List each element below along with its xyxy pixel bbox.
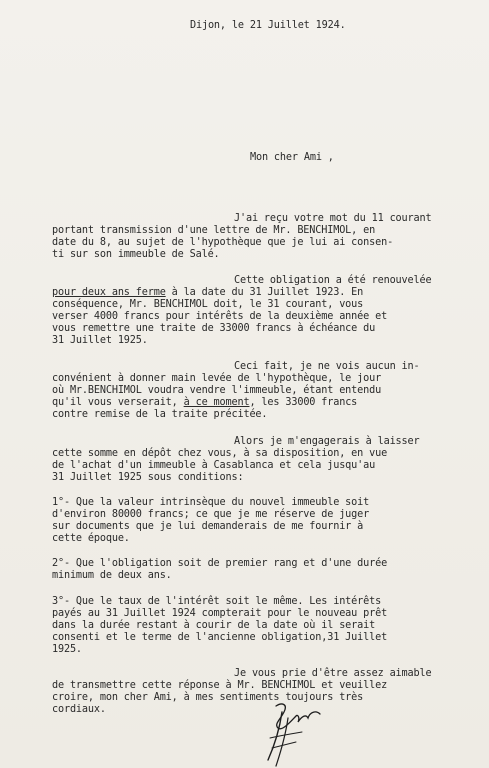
p2-line-6: 31 Juillet 1925. bbox=[52, 335, 148, 346]
cond2-line-2: minimum de deux ans. bbox=[52, 570, 172, 581]
p4-line-1: Alors je m'engagerais à laisser bbox=[234, 436, 420, 447]
cond2-line-1: 2°- Que l'obligation soit de premier rang et d'une durée bbox=[52, 558, 388, 569]
p3-line-4 bbox=[52, 397, 357, 409]
handwritten-signature bbox=[262, 698, 332, 768]
p1-line-1: J'ai reçu votre mot du 11 courant bbox=[234, 213, 432, 224]
closing-line-1: Je vous prie d'être assez aimable bbox=[234, 668, 432, 679]
p2-line-3: conséquence, Mr. BENCHIMOL doit, le 31 courant, vous bbox=[52, 299, 364, 310]
p3-line-2: convénient à donner main levée de l'hypothèque, le jour bbox=[52, 373, 382, 384]
p2-line-4: verser 4000 francs pour intérêts de la deuxième année et bbox=[52, 311, 388, 322]
p3-line-4-pre: qu'il vous verserait, bbox=[52, 397, 184, 408]
cond3-line-1: 3°- Que le taux de l'intérêt soit le même. Les intérêts bbox=[52, 596, 382, 607]
p4-line-4: 31 Juillet 1925 sous conditions: bbox=[52, 472, 244, 483]
p2-line-1: Cette obligation a été renouvelée bbox=[234, 275, 432, 286]
cond3-line-4: consenti et le terme de l'ancienne obligation,31 Juillet bbox=[52, 632, 388, 643]
cond3-line-2: payés au 31 Juillet 1924 compterait pour le nouveau prêt bbox=[52, 608, 388, 619]
cond1-line-2: d'environ 80000 francs; ce que je me réserve de juger bbox=[52, 509, 370, 520]
closing-line-3: croire, mon cher Ami, à mes sentiments toujours très bbox=[52, 692, 364, 703]
cond1-line-3: sur documents que je lui demanderais de me fournir à bbox=[52, 521, 364, 532]
p3-underlined-phrase: à ce moment bbox=[183, 397, 250, 408]
p3-line-4-post: , les 33000 francs bbox=[249, 397, 358, 408]
salutation: Mon cher Ami , bbox=[250, 152, 334, 163]
cond1-line-1: 1°- Que la valeur intrinsèque du nouvel immeuble soit bbox=[52, 497, 370, 508]
cond3-line-3: dans la durée restant à courir de la date où il serait bbox=[52, 620, 376, 631]
date-line: Dijon, le 21 Juillet 1924. bbox=[190, 20, 346, 31]
p2-line-5: vous remettre une traite de 33000 francs à échéance du bbox=[52, 323, 376, 334]
p1-line-2: portant transmission d'une lettre de Mr. BENCHIMOL, en bbox=[52, 225, 376, 236]
p4-line-2: cette somme en dépôt chez vous, à sa disposition, en vue bbox=[52, 448, 388, 459]
p2-underlined-phrase: pour deux ans ferme bbox=[52, 287, 166, 298]
p3-line-5: contre remise de la traite précitée. bbox=[52, 409, 268, 420]
p2-line-2-rest: à la date du 31 Juillet 1923. En bbox=[165, 287, 364, 298]
p3-line-1: Ceci fait, je ne vois aucun in- bbox=[234, 361, 420, 372]
closing-line-4: cordiaux. bbox=[52, 704, 106, 715]
p2-line-2 bbox=[52, 287, 363, 299]
p1-line-4: ti sur son immeuble de Salé. bbox=[52, 249, 220, 260]
p4-line-3: de l'achat d'un immeuble à Casablanca et cela jusqu'au bbox=[52, 460, 376, 471]
cond1-line-4: cette époque. bbox=[52, 533, 130, 544]
p1-line-3: date du 8, au sujet de l'hypothèque que je lui ai consen- bbox=[52, 237, 394, 248]
p3-line-3: où Mr.BENCHIMOL voudra vendre l'immeuble, étant entendu bbox=[52, 385, 382, 396]
closing-line-2: de transmettre cette réponse à Mr. BENCHIMOL et veuillez bbox=[52, 680, 388, 691]
cond3-line-5: 1925. bbox=[52, 644, 82, 655]
